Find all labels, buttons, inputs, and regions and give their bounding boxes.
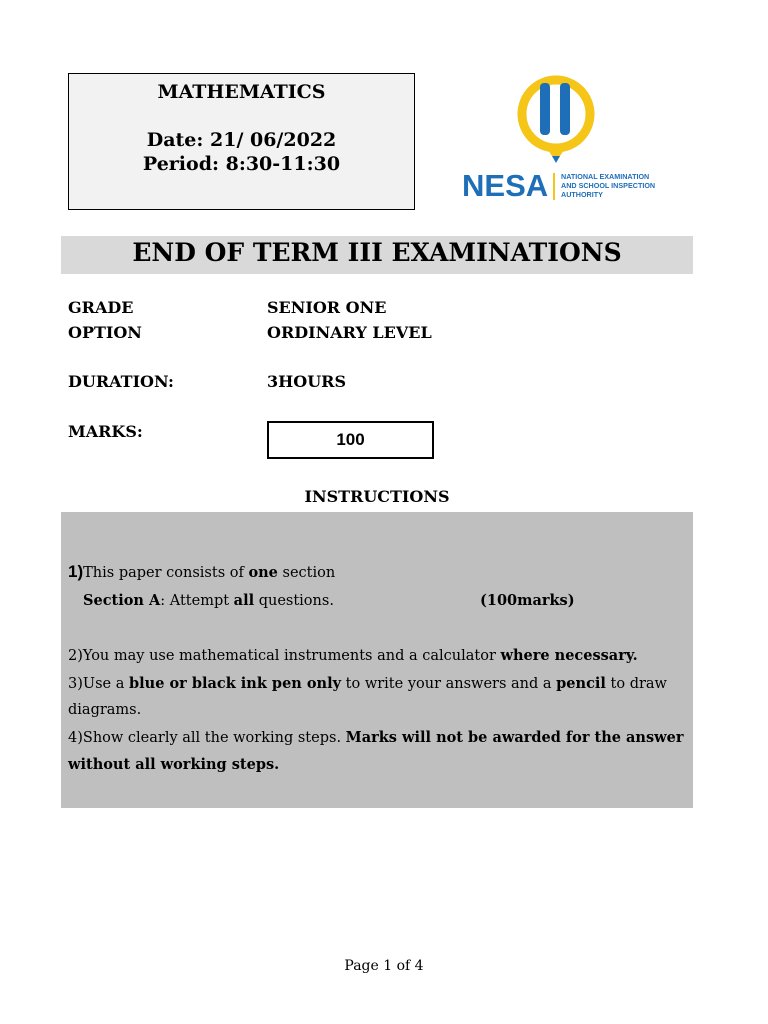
exam-period: Period: 8:30-11:30 (142, 153, 341, 175)
instruction-4-continued (68, 756, 279, 773)
section-a-marks (480, 592, 575, 609)
instruction-1-text: This paper consists of (83, 565, 249, 581)
marks-value-box: 100 (267, 421, 434, 459)
logo-tagline-3: AUTHORITY (561, 190, 603, 199)
duration-label: DURATION: (68, 372, 174, 391)
option-label: OPTION (68, 323, 142, 342)
instruction-2 (68, 647, 638, 664)
grade-label: GRADE (68, 298, 134, 317)
page-number: Page 1 of 4 (344, 958, 424, 974)
instruction-4-emphasis: Marks will not be awarded for the answer (345, 729, 684, 746)
instruction-3-emphasis-pen: blue or black ink pen only (129, 675, 342, 692)
section-a-text: : Attempt (160, 593, 234, 609)
section-a-line (83, 592, 334, 609)
instruction-1-number: 1) (68, 562, 84, 581)
logo-tagline-2: AND SCHOOL INSPECTION (561, 181, 656, 190)
logo-ring-icon (522, 80, 590, 148)
instruction-4 (68, 729, 683, 746)
exam-date: Date: 21/ 06/2022 (146, 129, 337, 151)
logo-bar-right (560, 83, 570, 135)
duration-value: 3HOURS (267, 372, 346, 391)
instruction-1-text-end: section (277, 565, 336, 581)
exam-title: END OF TERM III EXAMINATIONS (61, 236, 693, 274)
instruction-3-continued (68, 702, 141, 718)
section-a-text-end: questions. (254, 593, 334, 609)
instruction-3-text: 3)Use a (68, 676, 129, 692)
instruction-3-emphasis-pencil: pencil (556, 675, 606, 692)
instructions-heading: INSTRUCTIONS (304, 487, 450, 506)
exam-header-box (68, 73, 415, 210)
instruction-3-text-mid: to write your answers and a (341, 676, 557, 692)
section-a-label: Section A (83, 592, 161, 609)
logo-tagline-1: NATIONAL EXAMINATION (561, 172, 650, 181)
logo-bar-left (540, 83, 550, 135)
instruction-2-emphasis: where necessary. (500, 647, 638, 664)
option-value: ORDINARY LEVEL (267, 323, 432, 342)
instruction-4-emphasis-wrap: without all working steps. (68, 756, 280, 773)
logo-divider (553, 173, 555, 200)
grade-value: SENIOR ONE (267, 298, 387, 317)
instruction-1-emphasis: one (248, 564, 278, 581)
instruction-1 (68, 562, 335, 582)
nesa-logo (460, 74, 670, 204)
subject-title: MATHEMATICS (157, 81, 326, 103)
instruction-3-text-end: to draw (605, 676, 667, 692)
instruction-3 (68, 675, 667, 692)
instruction-3-text-wrap: diagrams. (68, 702, 142, 718)
instruction-4-text: 4)Show clearly all the working steps. (68, 730, 346, 746)
section-a-marks-value: (100marks) (480, 592, 575, 609)
section-a-emphasis: all (233, 592, 255, 609)
logo-wordmark: NESA (462, 168, 549, 203)
logo-pencil-point (552, 156, 560, 163)
instruction-2-text: 2)You may use mathematical instruments and a calculator (68, 648, 501, 664)
marks-label: MARKS: (68, 422, 143, 441)
